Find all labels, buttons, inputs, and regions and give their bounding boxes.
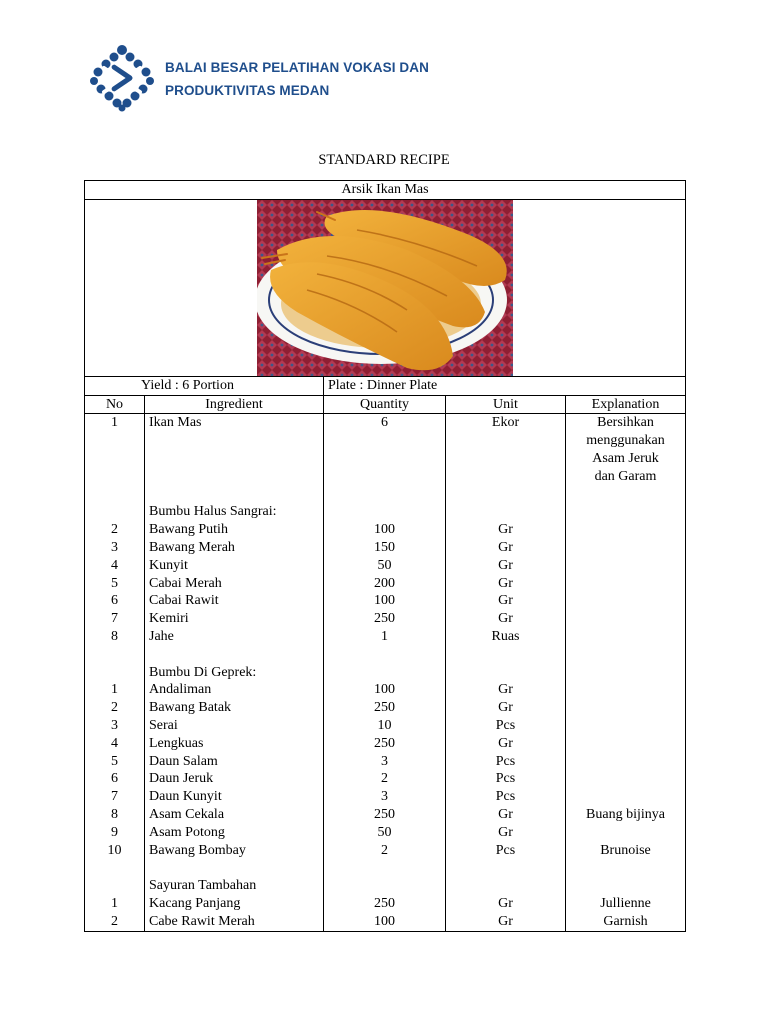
document-header <box>88 44 488 114</box>
row-quantity: 250 <box>324 610 446 628</box>
row-unit: Gr <box>446 521 566 539</box>
row-no: 2 <box>85 521 145 539</box>
yield-plate-row <box>85 376 686 395</box>
document-title: STANDARD RECIPE <box>318 152 450 168</box>
institution-logo <box>88 44 156 112</box>
row-ingredient: Cabe Rawit Merah <box>145 913 324 931</box>
row-explanation <box>566 557 686 575</box>
group-title-row <box>85 503 686 521</box>
table-row <box>85 824 686 842</box>
photo-cell <box>85 199 686 376</box>
spacer-cell <box>324 486 446 504</box>
row-explanation <box>566 717 686 735</box>
spacer-cell <box>446 646 566 664</box>
row-explanation <box>566 770 686 788</box>
row-explanation <box>566 592 686 610</box>
table-row <box>85 770 686 788</box>
row-unit: Gr <box>446 592 566 610</box>
row-unit: Pcs <box>446 717 566 735</box>
row-ingredient: Serai <box>145 717 324 735</box>
table-row <box>85 628 686 646</box>
group-title-explanation <box>566 664 686 682</box>
row-unit: Pcs <box>446 842 566 860</box>
row-unit: Gr <box>446 539 566 557</box>
group-title-explanation <box>566 503 686 521</box>
group-title-quantity <box>324 877 446 895</box>
row-no: 4 <box>85 735 145 753</box>
row-no: 7 <box>85 610 145 628</box>
row-explanation <box>566 699 686 717</box>
row-quantity: 250 <box>324 735 446 753</box>
row-quantity: 1 <box>324 628 446 646</box>
table-row <box>85 717 686 735</box>
row-explanation: Jullienne <box>566 895 686 913</box>
table-row <box>85 414 686 486</box>
row-quantity: 3 <box>324 753 446 771</box>
group-title-explanation <box>566 877 686 895</box>
row-quantity: 50 <box>324 557 446 575</box>
row-quantity: 250 <box>324 895 446 913</box>
row-quantity: 2 <box>324 770 446 788</box>
group-title-unit <box>446 877 566 895</box>
row-quantity: 100 <box>324 913 446 931</box>
row-explanation <box>566 628 686 646</box>
row-ingredient: Asam Cekala <box>145 806 324 824</box>
group-title-quantity <box>324 503 446 521</box>
row-ingredient: Jahe <box>145 628 324 646</box>
row-no: 1 <box>85 895 145 913</box>
row-quantity: 100 <box>324 681 446 699</box>
row-quantity: 200 <box>324 575 446 593</box>
row-unit: Pcs <box>446 770 566 788</box>
row-quantity: 250 <box>324 806 446 824</box>
row-explanation: Buang bijinya <box>566 806 686 824</box>
row-unit: Gr <box>446 575 566 593</box>
table-row <box>85 592 686 610</box>
row-no: 6 <box>85 592 145 610</box>
table-row <box>85 842 686 860</box>
row-ingredient: Bawang Putih <box>145 521 324 539</box>
row-unit: Gr <box>446 557 566 575</box>
row-explanation <box>566 521 686 539</box>
row-quantity: 2 <box>324 842 446 860</box>
row-ingredient: Daun Jeruk <box>145 770 324 788</box>
row-unit: Pcs <box>446 788 566 806</box>
spacer-cell <box>85 646 145 664</box>
row-ingredient: Lengkuas <box>145 735 324 753</box>
row-no: 3 <box>85 539 145 557</box>
table-row <box>85 735 686 753</box>
explanation-line: Bersihkan <box>597 415 654 431</box>
row-no: 3 <box>85 717 145 735</box>
row-unit: Gr <box>446 610 566 628</box>
table-row <box>85 610 686 628</box>
table-header-row <box>85 395 686 414</box>
row-unit: Pcs <box>446 753 566 771</box>
table-row <box>85 575 686 593</box>
spacer-cell <box>324 646 446 664</box>
row-explanation <box>566 414 686 486</box>
row-explanation: Brunoise <box>566 842 686 860</box>
group-title-quantity <box>324 664 446 682</box>
column-header-quantity: Quantity <box>324 395 446 414</box>
plate-info: Plate : Dinner Plate <box>324 376 686 395</box>
row-explanation <box>566 824 686 842</box>
row-ingredient: Bawang Merah <box>145 539 324 557</box>
spacer-cell <box>446 486 566 504</box>
column-header-ingredient: Ingredient <box>145 395 324 414</box>
row-ingredient: Asam Potong <box>145 824 324 842</box>
explanation-line: dan Garam <box>594 468 657 484</box>
row-ingredient: Bawang Batak <box>145 699 324 717</box>
explanation-line: Asam Jeruk <box>592 450 659 466</box>
group-title-row <box>85 664 686 682</box>
row-ingredient: Kunyit <box>145 557 324 575</box>
row-no: 8 <box>85 806 145 824</box>
group-title-unit <box>446 664 566 682</box>
row-unit: Gr <box>446 681 566 699</box>
spacer-row <box>85 859 686 877</box>
row-unit: Ekor <box>446 414 566 486</box>
dish-photo <box>257 200 513 376</box>
table-row <box>85 699 686 717</box>
row-no: 2 <box>85 913 145 931</box>
row-ingredient: Daun Kunyit <box>145 788 324 806</box>
row-unit: Gr <box>446 806 566 824</box>
table-row <box>85 539 686 557</box>
organization-name-line-1: BALAI BESAR PELATIHAN VOKASI DAN <box>165 60 429 75</box>
group-title: Bumbu Halus Sangrai: <box>145 503 324 521</box>
spacer-cell <box>566 486 686 504</box>
table-row <box>85 895 686 913</box>
column-header-explanation: Explanation <box>566 395 686 414</box>
spacer-cell <box>85 486 145 504</box>
row-quantity: 3 <box>324 788 446 806</box>
row-quantity: 150 <box>324 539 446 557</box>
row-ingredient: Andaliman <box>145 681 324 699</box>
spacer-cell <box>324 859 446 877</box>
table-row <box>85 557 686 575</box>
row-explanation <box>566 681 686 699</box>
group-title-unit <box>446 503 566 521</box>
row-explanation <box>566 753 686 771</box>
group-title: Sayuran Tambahan <box>145 877 324 895</box>
row-explanation <box>566 610 686 628</box>
spacer-cell <box>145 646 324 664</box>
column-header-unit: Unit <box>446 395 566 414</box>
row-unit: Gr <box>446 824 566 842</box>
organization-name <box>165 56 429 102</box>
row-no: 1 <box>85 414 145 486</box>
explanation-line: menggunakan <box>586 433 665 449</box>
spacer-cell <box>85 859 145 877</box>
row-no: 4 <box>85 557 145 575</box>
group-title-row <box>85 877 686 895</box>
row-explanation: Garnish <box>566 913 686 931</box>
row-no: 10 <box>85 842 145 860</box>
spacer-cell <box>145 859 324 877</box>
spacer-row <box>85 486 686 504</box>
row-ingredient: Cabai Rawit <box>145 592 324 610</box>
row-quantity: 250 <box>324 699 446 717</box>
row-quantity: 100 <box>324 592 446 610</box>
yield-info: Yield : 6 Portion <box>85 376 324 395</box>
row-unit: Gr <box>446 913 566 931</box>
table-row <box>85 806 686 824</box>
row-no: 2 <box>85 699 145 717</box>
group-title-no <box>85 664 145 682</box>
organization-name-line-2: PRODUKTIVITAS MEDAN <box>165 83 330 98</box>
row-explanation <box>566 575 686 593</box>
row-explanation <box>566 788 686 806</box>
dish-name-row <box>85 181 686 200</box>
spacer-cell <box>145 486 324 504</box>
row-unit: Gr <box>446 699 566 717</box>
spacer-row <box>85 646 686 664</box>
row-quantity: 50 <box>324 824 446 842</box>
row-no: 9 <box>85 824 145 842</box>
spacer-cell <box>566 859 686 877</box>
row-unit: Ruas <box>446 628 566 646</box>
row-ingredient: Bawang Bombay <box>145 842 324 860</box>
row-no: 7 <box>85 788 145 806</box>
row-quantity: 100 <box>324 521 446 539</box>
row-no: 6 <box>85 770 145 788</box>
dish-name: Arsik Ikan Mas <box>85 181 686 200</box>
row-unit: Gr <box>446 895 566 913</box>
group-title: Bumbu Di Geprek: <box>145 664 324 682</box>
row-explanation <box>566 735 686 753</box>
row-quantity: 10 <box>324 717 446 735</box>
row-ingredient: Kemiri <box>145 610 324 628</box>
row-ingredient: Daun Salam <box>145 753 324 771</box>
table-row <box>85 788 686 806</box>
row-quantity: 6 <box>324 414 446 486</box>
row-no: 5 <box>85 575 145 593</box>
photo-row <box>85 199 686 376</box>
table-row <box>85 753 686 771</box>
spacer-cell <box>566 646 686 664</box>
recipe-table <box>84 180 686 932</box>
table-row <box>85 913 686 931</box>
row-ingredient: Cabai Merah <box>145 575 324 593</box>
row-no: 1 <box>85 681 145 699</box>
row-ingredient: Kacang Panjang <box>145 895 324 913</box>
group-title-no <box>85 503 145 521</box>
row-no: 5 <box>85 753 145 771</box>
row-unit: Gr <box>446 735 566 753</box>
row-ingredient: Ikan Mas <box>145 414 324 486</box>
spacer-cell <box>446 859 566 877</box>
group-title-no <box>85 877 145 895</box>
column-header-no: No <box>85 395 145 414</box>
row-explanation <box>566 539 686 557</box>
row-no: 8 <box>85 628 145 646</box>
table-row <box>85 681 686 699</box>
table-row <box>85 521 686 539</box>
